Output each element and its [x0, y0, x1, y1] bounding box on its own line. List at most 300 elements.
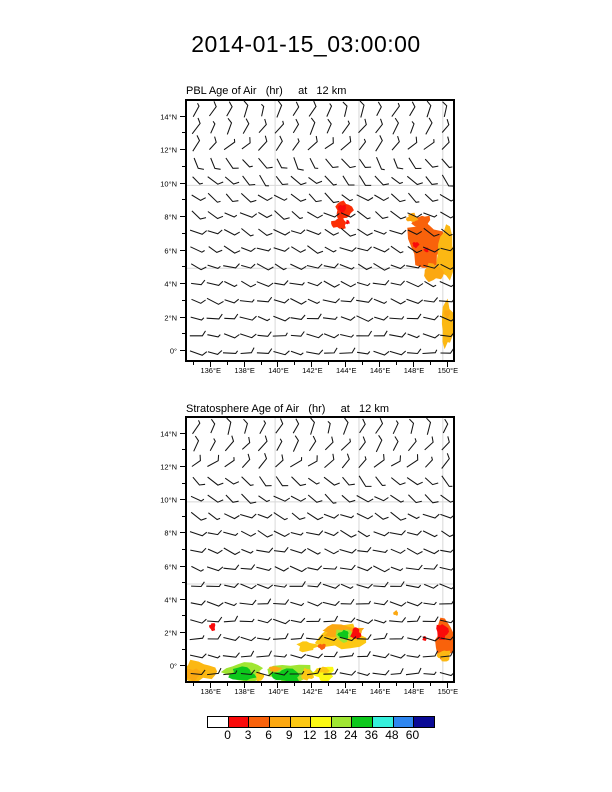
y-axis-major-tick — [180, 116, 185, 117]
wind-barb — [224, 565, 239, 570]
wind-barb — [391, 567, 403, 570]
y-axis-major-tick — [180, 566, 185, 567]
wind-barb — [423, 617, 439, 622]
wind-barb — [358, 531, 370, 537]
wind-barb — [190, 331, 206, 336]
wind-barb — [324, 334, 339, 338]
wind-barb — [375, 513, 389, 519]
wind-barb — [340, 565, 355, 570]
wind-barb — [374, 263, 390, 270]
wind-barb — [243, 176, 256, 185]
wind-barb — [407, 602, 422, 606]
wind-barb — [390, 230, 407, 234]
wind-barb — [209, 247, 223, 253]
wind-barb — [191, 264, 206, 270]
age-of-air-contour-layer — [331, 201, 453, 350]
wind-barb — [423, 334, 440, 338]
wind-barb — [274, 230, 291, 236]
x-axis-tick-label: 136°E — [200, 687, 221, 696]
colorbar-cell — [229, 717, 250, 727]
wind-barb — [241, 531, 256, 536]
wind-barb — [290, 566, 307, 571]
wind-barb — [342, 121, 349, 134]
wind-barb — [325, 454, 334, 468]
wind-barb — [343, 102, 347, 117]
wind-barb — [307, 334, 324, 338]
wind-barb — [240, 213, 257, 218]
wind-barb — [274, 655, 287, 658]
wind-barb — [357, 247, 371, 251]
wind-barb — [324, 264, 339, 268]
wind-barb — [342, 159, 356, 168]
wind-barb — [391, 478, 405, 485]
wind-barb — [310, 158, 318, 168]
wind-barb — [389, 617, 405, 622]
y-axis-tick-label: 4°N — [164, 279, 177, 289]
wind-barb — [373, 654, 389, 658]
y-axis-minor-tick — [182, 483, 185, 484]
wind-barb — [374, 230, 387, 234]
x-axis-minor-tick — [261, 683, 262, 686]
contour-blob — [393, 610, 398, 615]
y-axis-major-tick — [180, 149, 185, 150]
wind-barb — [374, 299, 387, 303]
wind-barb — [439, 599, 453, 604]
wind-barb — [274, 585, 287, 587]
wind-barb — [291, 247, 305, 253]
wind-barb — [408, 334, 420, 338]
x-axis-minor-tick — [328, 683, 329, 686]
wind-barb — [227, 118, 231, 134]
wind-barb — [243, 160, 253, 167]
wind-barb — [391, 512, 407, 520]
y-axis-tick-label: 0° — [169, 346, 177, 356]
wind-barb — [309, 194, 322, 202]
wind-barb — [374, 316, 388, 320]
wind-barb — [291, 351, 303, 355]
wind-barb — [257, 584, 273, 588]
wind-barb — [257, 248, 271, 251]
wind-barb — [307, 566, 321, 570]
contour-blob — [318, 644, 326, 651]
wind-barb — [374, 247, 390, 252]
wind-barb — [440, 672, 453, 676]
wind-barb — [324, 477, 340, 485]
wind-barb — [273, 316, 289, 321]
wind-barb — [425, 194, 438, 201]
wind-barb — [427, 101, 431, 117]
wind-barb — [257, 282, 273, 287]
wind-barb — [308, 282, 322, 286]
wind-barb — [324, 652, 337, 657]
y-axis-minor-tick — [182, 582, 185, 583]
wind-barb — [274, 351, 290, 355]
wind-barb — [373, 566, 389, 572]
wind-barb — [407, 655, 420, 657]
wind-barb — [359, 437, 365, 451]
y-axis-minor-tick — [182, 615, 185, 616]
panel1-subtitle-line1: PBL Age of Air (hr) at 12 km — [186, 85, 347, 97]
wind-barb — [290, 602, 303, 605]
wind-barb — [240, 334, 256, 338]
wind-barb — [359, 476, 371, 487]
colorbar-labels — [207, 728, 433, 742]
wind-barb — [274, 547, 288, 552]
wind-barb — [324, 616, 338, 622]
wind-barb — [374, 532, 390, 536]
wind-barb — [327, 104, 332, 117]
wind-barb — [209, 101, 216, 116]
wind-barb — [309, 436, 315, 451]
y-axis-major-tick — [180, 433, 185, 434]
colorbar-cell — [332, 717, 353, 727]
wind-barb — [192, 118, 200, 134]
wind-barb — [191, 280, 205, 285]
wind-barb — [341, 584, 353, 588]
wind-barb — [308, 495, 322, 502]
wind-barb — [374, 497, 388, 501]
wind-barb — [340, 618, 355, 622]
wind-barb — [440, 212, 453, 218]
wind-barb — [241, 264, 255, 268]
wind-barb — [256, 567, 271, 570]
wind-barb — [224, 314, 238, 319]
wind-barb — [425, 457, 432, 468]
y-axis-minor-tick — [182, 266, 185, 267]
wind-barb — [377, 102, 382, 116]
wind-barb — [424, 672, 437, 675]
wind-barb — [226, 495, 239, 502]
wind-barb-layer — [190, 418, 453, 676]
wind-barb — [223, 351, 238, 354]
wind-barb — [258, 619, 272, 623]
colorbar-level-label: 48 — [385, 728, 399, 742]
x-axis-minor-tick — [362, 683, 363, 686]
wind-barb — [291, 496, 306, 501]
wind-barb — [260, 421, 266, 434]
wind-barb — [225, 299, 239, 303]
wind-barb — [241, 248, 255, 252]
wind-barb — [328, 421, 330, 433]
x-axis-tick-label: 146°E — [369, 687, 391, 696]
wind-barb — [241, 281, 256, 287]
wind-barb — [240, 600, 257, 605]
wind-barb — [324, 281, 340, 287]
wind-barb — [306, 531, 323, 535]
wind-barb — [324, 514, 339, 518]
wind-barb — [408, 438, 416, 451]
wind-barb — [391, 246, 403, 253]
wind-barb — [193, 135, 200, 151]
wind-barb — [208, 351, 222, 355]
wind-barb — [192, 211, 206, 219]
x-axis-tick-label: 138°E — [234, 687, 255, 696]
wind-barb — [341, 439, 350, 451]
wind-barb — [340, 335, 353, 338]
wind-barb — [423, 514, 440, 518]
wind-barb — [275, 567, 289, 571]
colorbar-cell — [270, 717, 291, 727]
wind-barb — [257, 264, 273, 270]
wind-barb — [208, 193, 220, 202]
y-axis-tick-label: 10°N — [160, 179, 177, 189]
x-axis-minor-tick — [193, 683, 194, 686]
wind-barb — [374, 331, 387, 336]
wind-barb — [224, 616, 238, 622]
wind-barb — [359, 176, 371, 186]
wind-barb — [411, 121, 415, 133]
wind-barb — [423, 651, 438, 657]
map-panel-stratosphere-age-of-air — [160, 416, 459, 696]
wind-barb — [390, 636, 404, 639]
y-axis-tick-label: 8°N — [164, 212, 177, 222]
wind-barb — [277, 439, 282, 451]
wind-barb — [292, 513, 305, 519]
y-axis-major-tick — [180, 350, 185, 351]
wind-barb — [406, 585, 421, 587]
pbl-plot-canvas — [187, 101, 453, 360]
colorbar-level-label: 3 — [244, 728, 252, 742]
wind-barb — [223, 636, 239, 640]
x-axis-tick-label: 146°E — [369, 366, 391, 375]
colorbar-level-label: 18 — [323, 728, 337, 742]
wind-barb — [440, 514, 453, 518]
x-axis-minor-tick — [193, 362, 194, 365]
y-axis-minor-tick — [182, 199, 185, 200]
y-axis-major-tick — [180, 532, 185, 533]
wind-barb — [277, 159, 287, 168]
wind-barb — [190, 619, 206, 623]
wind-barb — [293, 102, 299, 116]
map-panel-pbl-age-of-air — [160, 99, 459, 375]
wind-barb — [374, 600, 388, 604]
y-axis-tick-label: 14°N — [160, 112, 177, 122]
wind-barb — [389, 333, 406, 337]
wind-barb — [309, 177, 323, 183]
wind-barb — [240, 316, 257, 320]
wind-barb — [374, 454, 384, 467]
wind-barb — [389, 316, 403, 319]
y-axis-minor-tick — [182, 549, 185, 550]
wind-barb — [208, 495, 224, 502]
wind-barb — [360, 159, 372, 167]
wind-barb — [292, 477, 307, 486]
wind-barb — [324, 348, 337, 353]
wind-barb — [190, 247, 204, 252]
wind-barb — [226, 158, 239, 168]
colorbar-level-label: 0 — [224, 728, 231, 742]
wind-barb — [391, 455, 400, 466]
wind-barb — [341, 228, 356, 236]
wind-barb — [258, 229, 272, 235]
wind-barb — [394, 159, 403, 169]
wind-barb — [323, 584, 340, 588]
wind-barb — [373, 550, 388, 552]
wind-barb — [194, 158, 204, 169]
colorbar-level-label: 60 — [405, 728, 420, 742]
wind-barb — [323, 317, 337, 320]
wind-barb — [406, 565, 422, 570]
wind-barb — [339, 653, 353, 657]
wind-barb — [442, 159, 453, 168]
wind-barb — [258, 436, 267, 451]
wind-barb — [306, 619, 320, 622]
wind-barb — [360, 101, 364, 118]
wind-barb — [291, 230, 305, 234]
wind-barb — [241, 651, 254, 657]
wind-barb — [292, 211, 303, 218]
wind-barb — [257, 349, 272, 354]
wind-barb — [258, 136, 266, 151]
wind-barb — [341, 297, 355, 302]
contour-blob — [442, 299, 453, 350]
colorbar-level-label: 6 — [265, 728, 272, 742]
wind-barb — [240, 514, 256, 518]
wind-barb — [242, 454, 249, 468]
wind-barb — [327, 119, 331, 133]
contour-blob — [346, 220, 350, 224]
wind-barb — [241, 549, 253, 553]
wind-barb — [208, 513, 220, 520]
wind-barb — [325, 549, 339, 554]
wind-barb — [374, 620, 386, 623]
wind-barb — [393, 118, 399, 134]
wind-barb — [225, 478, 239, 484]
x-axis-minor-tick — [430, 362, 431, 365]
x-axis-minor-tick — [261, 362, 262, 365]
wind-barb — [258, 531, 273, 538]
wind-barb — [440, 282, 453, 287]
wind-barb — [423, 350, 437, 354]
y-axis-minor-tick — [182, 649, 185, 650]
stratosphere-plot-canvas — [187, 418, 453, 681]
wind-barb — [256, 548, 273, 552]
wind-barb — [224, 230, 240, 236]
y-axis-major-tick — [180, 250, 185, 251]
wind-barb — [291, 533, 303, 536]
x-axis-minor-tick — [294, 683, 295, 686]
wind-barb — [257, 297, 272, 302]
wind-barb — [211, 121, 215, 133]
wind-barb — [408, 193, 419, 202]
wind-barb — [208, 177, 224, 185]
wind-barb — [291, 618, 305, 622]
wind-barb — [193, 420, 200, 434]
wind-barb — [290, 549, 306, 553]
wind-barb — [224, 282, 237, 287]
colorbar-cell — [208, 717, 229, 727]
x-axis-tick-label: 148°E — [403, 366, 425, 375]
x-axis-tick-label: 136°E — [200, 366, 221, 375]
wind-barb — [190, 351, 207, 355]
wind-barb — [291, 315, 306, 319]
x-axis-minor-tick — [227, 683, 228, 686]
wind-barb — [276, 477, 288, 486]
wind-barb — [256, 651, 271, 657]
wind-barb — [440, 566, 453, 570]
wind-barb — [224, 548, 240, 555]
wind-barb — [424, 584, 438, 588]
wind-barb — [339, 348, 355, 354]
wind-barb — [258, 599, 271, 604]
y-axis-major-tick — [180, 283, 185, 284]
wind-barb — [340, 248, 357, 252]
wind-barb — [275, 211, 290, 220]
wind-barb — [291, 633, 304, 639]
wind-barb — [307, 230, 322, 235]
wind-barb — [325, 229, 339, 235]
y-axis-tick-label: 2°N — [164, 628, 177, 638]
wind-barb — [276, 136, 282, 151]
x-axis-minor-tick — [362, 362, 363, 365]
wind-barb — [325, 193, 339, 203]
wind-barb — [191, 317, 204, 320]
wind-barb — [424, 139, 434, 149]
wind-barb — [193, 477, 205, 485]
wind-barb — [190, 654, 206, 658]
wind-barb — [410, 102, 415, 116]
wind-barb — [376, 135, 383, 151]
wind-barb — [277, 101, 282, 117]
wind-barb — [261, 104, 263, 116]
y-axis-tick-label: 14°N — [160, 429, 177, 439]
wind-barb — [211, 419, 215, 433]
wind-barb — [290, 299, 306, 305]
wind-barb — [323, 299, 340, 303]
wind-barb — [424, 549, 440, 554]
wind-barb — [307, 513, 323, 520]
y-axis-minor-tick — [182, 449, 185, 450]
wind-barb — [192, 299, 206, 303]
wind-barb — [240, 619, 254, 622]
wind-barb — [259, 119, 266, 133]
wind-barb — [392, 103, 400, 117]
wind-barb — [440, 194, 453, 201]
wind-barb — [424, 564, 438, 569]
wind-barb — [443, 419, 447, 433]
wind-barb — [393, 437, 398, 451]
wind-barb — [191, 512, 206, 520]
x-axis-tick-label: 148°E — [403, 687, 425, 696]
wind-barb — [291, 654, 306, 658]
wind-barb — [390, 531, 406, 535]
wind-barb — [290, 283, 305, 285]
wind-barb — [325, 176, 337, 185]
y-axis-tick-label: 4°N — [164, 595, 177, 605]
wind-barb — [374, 195, 388, 200]
wind-barb — [207, 567, 223, 571]
wind-barb — [343, 477, 355, 485]
wind-barb — [427, 418, 431, 435]
wind-barb — [225, 436, 233, 451]
y-axis-tick-label: 12°N — [160, 145, 177, 155]
wind-barb — [207, 281, 223, 285]
y-axis-tick-label: 8°N — [164, 528, 177, 538]
wind-barb — [344, 418, 349, 435]
colorbar-level-label: 9 — [285, 728, 293, 742]
wind-barb — [207, 335, 220, 337]
wind-barb — [407, 531, 421, 535]
wind-barb — [407, 636, 421, 640]
wind-barb — [226, 194, 238, 202]
wind-barb — [224, 139, 235, 150]
wind-barb — [225, 177, 239, 184]
wind-barb — [242, 477, 254, 486]
y-axis-minor-tick — [182, 233, 185, 234]
wind-barb — [359, 119, 367, 133]
wind-barb — [244, 101, 248, 117]
wind-barb — [407, 299, 423, 303]
